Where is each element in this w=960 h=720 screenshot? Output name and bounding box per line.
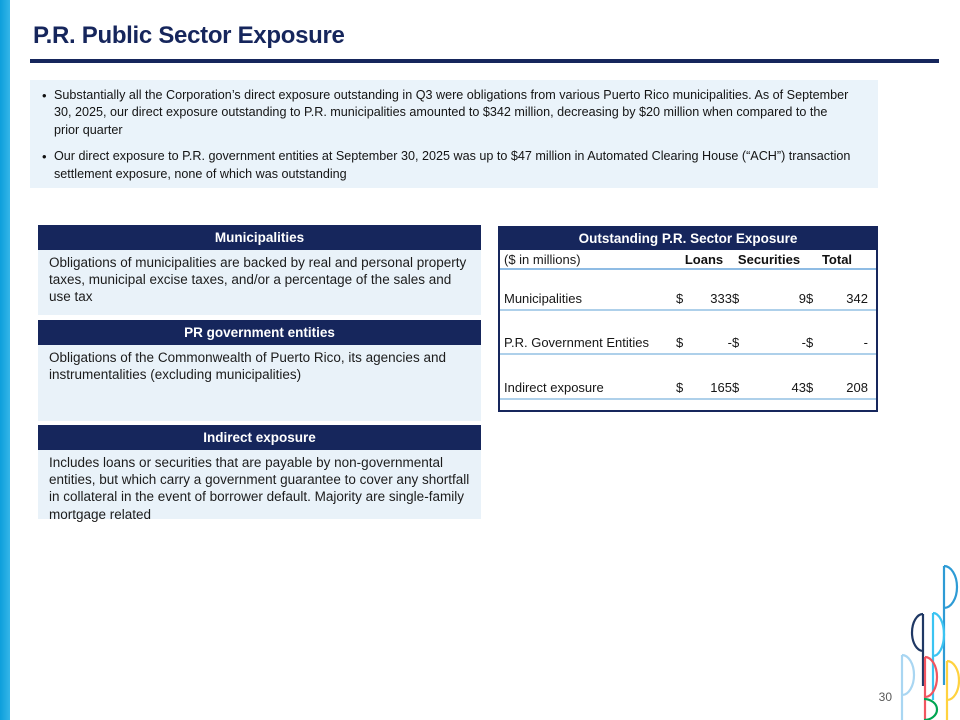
currency-symbol: $ bbox=[676, 380, 684, 395]
currency-symbol: $ bbox=[732, 335, 740, 350]
definition-box-municipalities bbox=[38, 225, 481, 315]
exposure-table-header-row bbox=[500, 250, 876, 270]
currency-symbol: $ bbox=[806, 380, 814, 395]
bullet-text: Our direct exposure to P.R. government entities at September 30, 2025 was up to $47 million in Automated Clearing House (“ACH”) transaction settlement exposure, none of which was outstanding bbox=[54, 149, 851, 181]
loans-value: - bbox=[727, 335, 732, 350]
left-accent-strip bbox=[0, 0, 10, 720]
exposure-table bbox=[498, 226, 878, 412]
title-divider bbox=[30, 59, 939, 63]
securities-value: 9 bbox=[798, 291, 806, 306]
definition-body: Obligations of municipalities are backed by real and personal property taxes, municipal excise taxes, and/or a percentage of the sales and use tax bbox=[38, 250, 481, 315]
total-value: - bbox=[863, 335, 868, 350]
definition-heading: Indirect exposure bbox=[38, 425, 481, 450]
bullet-item bbox=[42, 87, 864, 139]
loans-value: 165 bbox=[710, 380, 732, 395]
total-value: 208 bbox=[846, 380, 868, 395]
bullet-item bbox=[42, 148, 864, 183]
logo-p-red-icon bbox=[925, 657, 937, 720]
row-label: P.R. Government Entities bbox=[504, 335, 649, 350]
table-row bbox=[500, 270, 876, 311]
definition-body: Includes loans or securities that are payable by non-governmental entities, but which carry a government guarantee to cover any shortfall in collateral in the event of borrower default. Majority are single-family mortgage related bbox=[38, 450, 481, 519]
table-row bbox=[500, 355, 876, 400]
definition-heading: Municipalities bbox=[38, 225, 481, 250]
column-header-loans: Loans bbox=[684, 252, 724, 267]
popular-brand-logo bbox=[890, 556, 960, 720]
definition-heading: PR government entities bbox=[38, 320, 481, 345]
loans-value: 333 bbox=[710, 291, 732, 306]
row-label: Municipalities bbox=[504, 291, 583, 306]
exposure-table-title: Outstanding P.R. Sector Exposure bbox=[500, 228, 876, 250]
summary-bullets-panel bbox=[30, 80, 878, 188]
definition-body: Obligations of the Commonwealth of Puerto Rico, its agencies and instrumentalities (excluding municipalities) bbox=[38, 345, 481, 421]
logo-p-yellow-icon bbox=[947, 661, 959, 720]
unit-label: ($ in millions) bbox=[504, 252, 581, 267]
table-empty-footer bbox=[500, 400, 876, 410]
table-row bbox=[500, 311, 876, 355]
total-value: 342 bbox=[846, 291, 868, 306]
currency-symbol: $ bbox=[732, 380, 740, 395]
currency-symbol: $ bbox=[732, 291, 740, 306]
column-header-securities: Securities bbox=[737, 252, 801, 267]
definition-box-indirect-exposure bbox=[38, 425, 481, 522]
logo-p-lightblue-icon bbox=[902, 655, 914, 720]
currency-symbol: $ bbox=[676, 291, 684, 306]
currency-symbol: $ bbox=[806, 335, 814, 350]
column-header-total: Total bbox=[821, 252, 853, 267]
definition-box-pr-government-entities bbox=[38, 320, 481, 421]
bullet-icon: • bbox=[42, 149, 47, 165]
slide-title: P.R. Public Sector Exposure bbox=[33, 22, 345, 49]
securities-value: 43 bbox=[791, 380, 806, 395]
bullet-icon: • bbox=[42, 88, 47, 103]
bullet-text: Substantially all the Corporation’s direct exposure outstanding in Q3 were obligations from various Puerto Rico municipalities. As of September 30, 2025, our direct exposure outstanding to P.R. municipalities amounted to $342 million, decreasing by $20 million when compared to the prior quarter bbox=[54, 88, 849, 137]
securities-value: - bbox=[801, 335, 806, 350]
row-label: Indirect exposure bbox=[504, 380, 604, 395]
currency-symbol: $ bbox=[806, 291, 814, 306]
currency-symbol: $ bbox=[676, 335, 684, 350]
page-number: 30 bbox=[878, 690, 892, 704]
